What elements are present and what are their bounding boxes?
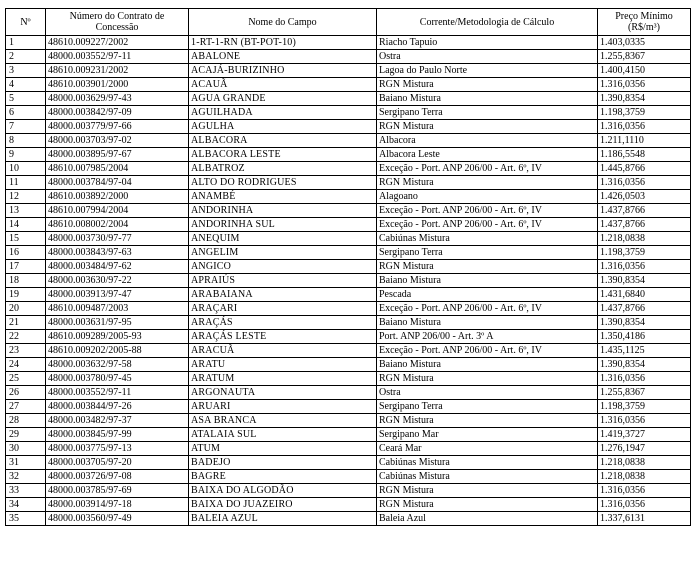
methodology-cell: RGN Mistura <box>377 78 598 92</box>
min-price-cell: 1.198,3759 <box>598 400 691 414</box>
field-name-cell: ASA BRANCA <box>189 414 377 428</box>
row-number-cell: 25 <box>6 372 46 386</box>
field-name-cell: ARAÇARI <box>189 302 377 316</box>
contract-number-cell: 48000.003785/97-69 <box>46 484 189 498</box>
field-name-cell: AGUILHADA <box>189 106 377 120</box>
contract-number-cell: 48000.003775/97-13 <box>46 442 189 456</box>
min-price-cell: 1.437,8766 <box>598 218 691 232</box>
contract-number-cell: 48000.003552/97-11 <box>46 50 189 64</box>
row-number-cell: 32 <box>6 470 46 484</box>
methodology-cell: Alagoano <box>377 190 598 204</box>
row-number-cell: 1 <box>6 36 46 50</box>
min-price-cell: 1.316,0356 <box>598 498 691 512</box>
table-row <box>6 302 691 316</box>
table-body <box>6 36 691 526</box>
table-header-row <box>6 9 691 36</box>
methodology-cell: Baleia Azul <box>377 512 598 526</box>
contract-number-cell: 48000.003779/97-66 <box>46 120 189 134</box>
methodology-cell: Exceção - Port. ANP 206/00 - Art. 6º, IV <box>377 344 598 358</box>
methodology-cell: Exceção - Port. ANP 206/00 - Art. 6º, IV <box>377 204 598 218</box>
row-number-cell: 28 <box>6 414 46 428</box>
min-price-cell: 1.198,3759 <box>598 246 691 260</box>
min-price-cell: 1.316,0356 <box>598 176 691 190</box>
contract-number-cell: 48000.003730/97-77 <box>46 232 189 246</box>
methodology-cell: Baiano Mistura <box>377 274 598 288</box>
table-row <box>6 288 691 302</box>
field-name-cell: ARAÇÁS <box>189 316 377 330</box>
contract-number-cell: 48610.007994/2004 <box>46 204 189 218</box>
methodology-cell: Port. ANP 206/00 - Art. 3º A <box>377 330 598 344</box>
contract-number-cell: 48610.009227/2002 <box>46 36 189 50</box>
min-price-cell: 1.186,5548 <box>598 148 691 162</box>
row-number-cell: 18 <box>6 274 46 288</box>
table-row <box>6 92 691 106</box>
methodology-cell: Lagoa do Paulo Norte <box>377 64 598 78</box>
row-number-cell: 3 <box>6 64 46 78</box>
min-price-cell: 1.403,0335 <box>598 36 691 50</box>
contract-number-cell: 48000.003913/97-47 <box>46 288 189 302</box>
field-name-cell: AGUA GRANDE <box>189 92 377 106</box>
table-row <box>6 400 691 414</box>
row-number-cell: 13 <box>6 204 46 218</box>
field-name-cell: ALBACORA LESTE <box>189 148 377 162</box>
min-price-cell: 1.316,0356 <box>598 260 691 274</box>
methodology-cell: Cabiúnas Mistura <box>377 456 598 470</box>
table-row <box>6 232 691 246</box>
min-price-cell: 1.437,8766 <box>598 302 691 316</box>
table-row <box>6 162 691 176</box>
contract-number-cell: 48000.003780/97-45 <box>46 372 189 386</box>
row-number-cell: 30 <box>6 442 46 456</box>
table-row <box>6 456 691 470</box>
min-price-cell: 1.390,8354 <box>598 358 691 372</box>
field-name-cell: ANGELIM <box>189 246 377 260</box>
contract-number-cell: 48000.003629/97-43 <box>46 92 189 106</box>
field-name-cell: ABALONE <box>189 50 377 64</box>
contract-number-cell: 48000.003482/97-37 <box>46 414 189 428</box>
row-number-cell: 29 <box>6 428 46 442</box>
methodology-cell: RGN Mistura <box>377 484 598 498</box>
table-row <box>6 358 691 372</box>
methodology-cell: Baiano Mistura <box>377 92 598 106</box>
field-name-cell: ANEQUIM <box>189 232 377 246</box>
contract-number-cell: 48000.003842/97-09 <box>46 106 189 120</box>
contract-number-cell: 48610.009289/2005-93 <box>46 330 189 344</box>
field-name-cell: ARGONAUTA <box>189 386 377 400</box>
min-price-cell: 1.390,8354 <box>598 92 691 106</box>
table-row <box>6 246 691 260</box>
field-name-cell: ALBACORA <box>189 134 377 148</box>
field-name-cell: BADEJO <box>189 456 377 470</box>
row-number-cell: 20 <box>6 302 46 316</box>
min-price-cell: 1.435,1125 <box>598 344 691 358</box>
row-number-cell: 24 <box>6 358 46 372</box>
header-contract: Número do Contrato de Concessão <box>46 9 189 36</box>
row-number-cell: 10 <box>6 162 46 176</box>
row-number-cell: 35 <box>6 512 46 526</box>
table-row <box>6 316 691 330</box>
header-number: Nº <box>6 9 46 36</box>
contract-number-cell: 48000.003484/97-62 <box>46 260 189 274</box>
field-name-cell: BAGRE <box>189 470 377 484</box>
table-row <box>6 274 691 288</box>
table-row <box>6 484 691 498</box>
methodology-cell: Sergipano Terra <box>377 246 598 260</box>
table-row <box>6 344 691 358</box>
table-row <box>6 78 691 92</box>
methodology-cell: Exceção - Port. ANP 206/00 - Art. 6º, IV <box>377 162 598 176</box>
min-price-cell: 1.445,8766 <box>598 162 691 176</box>
min-price-cell: 1.350,4186 <box>598 330 691 344</box>
methodology-cell: Riacho Tapuio <box>377 36 598 50</box>
contract-number-cell: 48000.003705/97-20 <box>46 456 189 470</box>
table-row <box>6 50 691 64</box>
field-name-cell: BAIXA DO JUAZEIRO <box>189 498 377 512</box>
min-price-cell: 1.316,0356 <box>598 120 691 134</box>
field-name-cell: ANDORINHA <box>189 204 377 218</box>
table-row <box>6 498 691 512</box>
min-price-cell: 1.276,1947 <box>598 442 691 456</box>
table-row <box>6 190 691 204</box>
field-name-cell: ANDORINHA SUL <box>189 218 377 232</box>
table-row <box>6 386 691 400</box>
field-name-cell: ANAMBÉ <box>189 190 377 204</box>
methodology-cell: RGN Mistura <box>377 372 598 386</box>
min-price-cell: 1.400,4150 <box>598 64 691 78</box>
methodology-cell: Sergipano Mar <box>377 428 598 442</box>
min-price-cell: 1.316,0356 <box>598 484 691 498</box>
header-field-name: Nome do Campo <box>189 9 377 36</box>
field-name-cell: ARAÇÁS LESTE <box>189 330 377 344</box>
contract-number-cell: 48000.003845/97-99 <box>46 428 189 442</box>
contract-number-cell: 48000.003632/97-58 <box>46 358 189 372</box>
contract-number-cell: 48000.003630/97-22 <box>46 274 189 288</box>
field-name-cell: ARATU <box>189 358 377 372</box>
table-row <box>6 120 691 134</box>
methodology-cell: RGN Mistura <box>377 120 598 134</box>
contract-number-cell: 48610.003892/2000 <box>46 190 189 204</box>
min-price-cell: 1.431,6840 <box>598 288 691 302</box>
field-name-cell: ALBATROZ <box>189 162 377 176</box>
methodology-cell: Ostra <box>377 386 598 400</box>
contract-number-cell: 48000.003726/97-08 <box>46 470 189 484</box>
table-row <box>6 260 691 274</box>
methodology-cell: Albacora Leste <box>377 148 598 162</box>
methodology-cell: Exceção - Port. ANP 206/00 - Art. 6º, IV <box>377 218 598 232</box>
table-row <box>6 148 691 162</box>
row-number-cell: 21 <box>6 316 46 330</box>
methodology-cell: Exceção - Port. ANP 206/00 - Art. 6º, IV <box>377 302 598 316</box>
methodology-cell: Ceará Mar <box>377 442 598 456</box>
price-table-container <box>5 8 691 526</box>
methodology-cell: Cabiúnas Mistura <box>377 232 598 246</box>
min-price-cell: 1.437,8766 <box>598 204 691 218</box>
methodology-cell: Albacora <box>377 134 598 148</box>
methodology-cell: Pescada <box>377 288 598 302</box>
min-price-cell: 1.390,8354 <box>598 274 691 288</box>
min-price-cell: 1.316,0356 <box>598 78 691 92</box>
methodology-cell: Ostra <box>377 50 598 64</box>
min-price-cell: 1.390,8354 <box>598 316 691 330</box>
methodology-cell: RGN Mistura <box>377 498 598 512</box>
contract-number-cell: 48000.003784/97-04 <box>46 176 189 190</box>
row-number-cell: 5 <box>6 92 46 106</box>
min-price-cell: 1.211,1110 <box>598 134 691 148</box>
contract-number-cell: 48000.003703/97-02 <box>46 134 189 148</box>
methodology-cell: RGN Mistura <box>377 176 598 190</box>
row-number-cell: 7 <box>6 120 46 134</box>
table-row <box>6 330 691 344</box>
min-price-cell: 1.218,0838 <box>598 232 691 246</box>
row-number-cell: 23 <box>6 344 46 358</box>
methodology-cell: Sergipano Terra <box>377 400 598 414</box>
methodology-cell: Baiano Mistura <box>377 316 598 330</box>
row-number-cell: 12 <box>6 190 46 204</box>
row-number-cell: 2 <box>6 50 46 64</box>
contract-number-cell: 48610.009202/2005-88 <box>46 344 189 358</box>
contract-number-cell: 48000.003895/97-67 <box>46 148 189 162</box>
field-name-cell: BALEIA AZUL <box>189 512 377 526</box>
table-row <box>6 414 691 428</box>
row-number-cell: 33 <box>6 484 46 498</box>
table-row <box>6 470 691 484</box>
field-name-cell: BAIXA DO ALGODÃO <box>189 484 377 498</box>
table-row <box>6 36 691 50</box>
header-methodology: Corrente/Metodologia de Cálculo <box>377 9 598 36</box>
contract-number-cell: 48000.003552/97-11 <box>46 386 189 400</box>
table-row <box>6 64 691 78</box>
table-row <box>6 428 691 442</box>
table-row <box>6 442 691 456</box>
field-name-cell: ACAJÁ-BURIZINHO <box>189 64 377 78</box>
field-name-cell: ATUM <box>189 442 377 456</box>
contract-number-cell: 48610.009487/2003 <box>46 302 189 316</box>
min-price-cell: 1.316,0356 <box>598 372 691 386</box>
min-price-cell: 1.218,0838 <box>598 470 691 484</box>
header-min-price: Preço Mínimo (R$/m³) <box>598 9 691 36</box>
min-price-cell: 1.255,8367 <box>598 50 691 64</box>
row-number-cell: 17 <box>6 260 46 274</box>
row-number-cell: 14 <box>6 218 46 232</box>
min-price-cell: 1.337,6131 <box>598 512 691 526</box>
contract-number-cell: 48610.007985/2004 <box>46 162 189 176</box>
price-table <box>5 8 691 526</box>
methodology-cell: Baiano Mistura <box>377 358 598 372</box>
contract-number-cell: 48000.003631/97-95 <box>46 316 189 330</box>
contract-number-cell: 48610.003901/2000 <box>46 78 189 92</box>
row-number-cell: 6 <box>6 106 46 120</box>
min-price-cell: 1.419,3727 <box>598 428 691 442</box>
min-price-cell: 1.218,0838 <box>598 456 691 470</box>
row-number-cell: 31 <box>6 456 46 470</box>
row-number-cell: 4 <box>6 78 46 92</box>
table-row <box>6 134 691 148</box>
row-number-cell: 8 <box>6 134 46 148</box>
field-name-cell: ALTO DO RODRIGUES <box>189 176 377 190</box>
contract-number-cell: 48610.009231/2002 <box>46 64 189 78</box>
field-name-cell: ARATUM <box>189 372 377 386</box>
field-name-cell: ARACUÃ <box>189 344 377 358</box>
contract-number-cell: 48000.003914/97-18 <box>46 498 189 512</box>
table-row <box>6 372 691 386</box>
field-name-cell: ARABAIANA <box>189 288 377 302</box>
row-number-cell: 11 <box>6 176 46 190</box>
field-name-cell: ARUARI <box>189 400 377 414</box>
field-name-cell: AGULHA <box>189 120 377 134</box>
row-number-cell: 22 <box>6 330 46 344</box>
methodology-cell: Cabiúnas Mistura <box>377 470 598 484</box>
methodology-cell: RGN Mistura <box>377 414 598 428</box>
row-number-cell: 34 <box>6 498 46 512</box>
field-name-cell: ACAUÃ <box>189 78 377 92</box>
table-row <box>6 218 691 232</box>
table-row <box>6 106 691 120</box>
row-number-cell: 26 <box>6 386 46 400</box>
min-price-cell: 1.198,3759 <box>598 106 691 120</box>
field-name-cell: ATALAIA SUL <box>189 428 377 442</box>
field-name-cell: ANGICO <box>189 260 377 274</box>
table-row <box>6 204 691 218</box>
methodology-cell: RGN Mistura <box>377 260 598 274</box>
contract-number-cell: 48000.003560/97-49 <box>46 512 189 526</box>
min-price-cell: 1.316,0356 <box>598 414 691 428</box>
row-number-cell: 19 <box>6 288 46 302</box>
contract-number-cell: 48000.003844/97-26 <box>46 400 189 414</box>
field-name-cell: APRAIÚS <box>189 274 377 288</box>
table-row <box>6 512 691 526</box>
table-row <box>6 176 691 190</box>
row-number-cell: 27 <box>6 400 46 414</box>
row-number-cell: 9 <box>6 148 46 162</box>
row-number-cell: 16 <box>6 246 46 260</box>
min-price-cell: 1.255,8367 <box>598 386 691 400</box>
contract-number-cell: 48610.008002/2004 <box>46 218 189 232</box>
row-number-cell: 15 <box>6 232 46 246</box>
methodology-cell: Sergipano Terra <box>377 106 598 120</box>
field-name-cell: 1-RT-1-RN (BT-POT-10) <box>189 36 377 50</box>
min-price-cell: 1.426,0503 <box>598 190 691 204</box>
contract-number-cell: 48000.003843/97-63 <box>46 246 189 260</box>
